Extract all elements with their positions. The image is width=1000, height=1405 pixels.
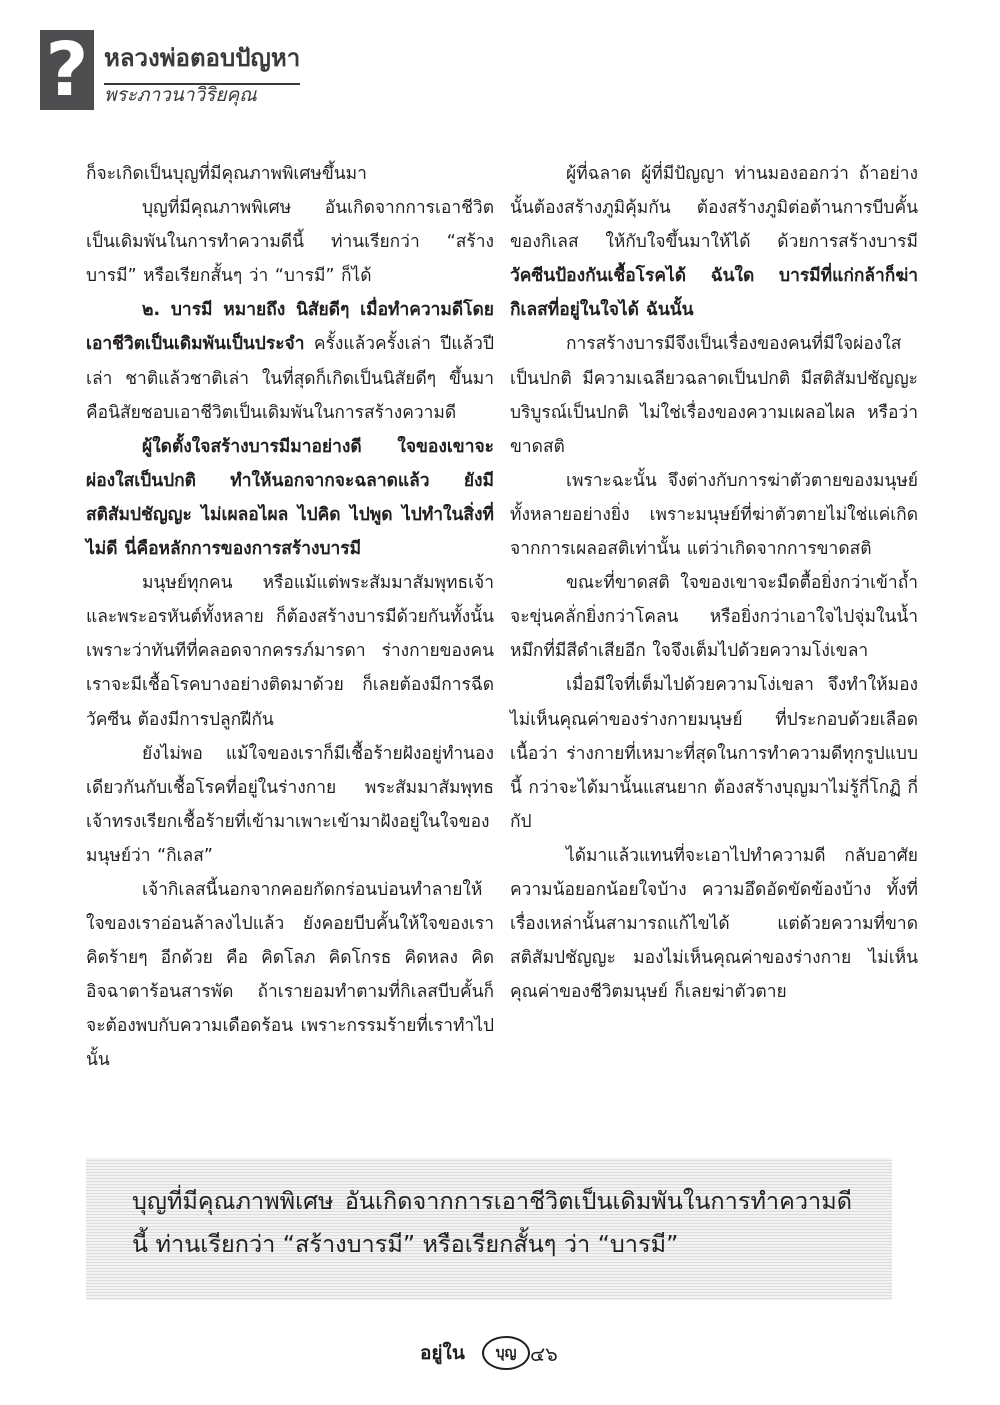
left-column bbox=[86, 157, 494, 1078]
question-mark-icon: ? bbox=[40, 30, 94, 110]
paragraph bbox=[86, 430, 494, 566]
paragraph bbox=[510, 327, 918, 463]
body-text: เจ้ากิเลสนี้นอกจากคอยกัดกร่อนบ่อนทำลายให้ใจของเราอ่อนล้าลงไปแล้ว ยังคอยบีบคั้นให้ใจของเราคิดร้ายๆ อีกด้วย คือ คิดโลภ คิดโกรธ คิดหลง คิดอิจฉาตาร้อนสารพัด ถ้าเรายอมทำตามที่กิเลสบีบคั้นก็จะต้องพบกับความเดือดร้อน เพราะกรรมร้ายที่เราทำไปนั้น bbox=[86, 879, 494, 1071]
paragraph bbox=[86, 191, 494, 293]
bold-text: ๒. บารมี หมายถึง นิสัยดีๆ เมื่อทำความดีโดยเอาชีวิตเป็นเดิมพันเป็นประจำ bbox=[86, 300, 494, 355]
paragraph bbox=[510, 157, 918, 327]
body-text: เมื่อมีใจที่เต็มไปด้วยความโง่เขลา จึงทำให้มองไม่เห็นคุณค่าของร่างกายมนุษย์ ที่ประกอบด้วยเลือดเนื้อว่า ร่างกายที่เหมาะที่สุดในการทำความดีทุกรูปแบบนี้ กว่าจะได้มานั้นแสนยาก ต้องสร้างบุญมาไม่รู้กี่โกฏิ กี่กัป bbox=[510, 675, 918, 832]
paragraph bbox=[86, 737, 494, 873]
page-number: ๔๖ bbox=[530, 1342, 558, 1366]
paragraph bbox=[86, 293, 494, 429]
paragraph bbox=[510, 668, 918, 838]
magazine-logo-ring: บุญ bbox=[482, 1336, 530, 1370]
section-title: หลวงพ่อตอบปัญหา bbox=[104, 38, 300, 85]
right-column bbox=[510, 157, 918, 1009]
magazine-logo-text: อยู่ใน bbox=[420, 1342, 465, 1364]
paragraph bbox=[510, 839, 918, 1009]
body-text: ผู้ที่ฉลาด ผู้ที่มีปัญญา ท่านมองออกว่า ถ้าอย่างนั้นต้องสร้างภูมิคุ้มกัน ต้องสร้างภูมิต่อต้านการบีบคั้นของกิเลส ให้กับใจขึ้นมาให้ได้ ด้วยการสร้างบารมี bbox=[510, 164, 918, 253]
page-header bbox=[40, 27, 340, 113]
body-text: ยังไม่พอ แม้ใจของเราก็มีเชื้อร้ายฝังอยู่ทำนองเดียวกันกับเชื้อโรคที่อยู่ในร่างกาย พระสัมมาสัมพุทธเจ้าทรงเรียกเชื้อร้ายที่เข้ามาเพาะเข้ามาฝังอยู่ในใจของมนุษย์ว่า “กิเลส” bbox=[86, 743, 494, 866]
pull-quote: บุญที่มีคุณภาพพิเศษ อันเกิดจากการเอาชีวิตเป็นเดิมพันในการทำความดีนี้ ท่านเรียกว่า “สร้างบารมี” หรือเรียกสั้นๆ ว่า “บารมี” bbox=[132, 1187, 852, 1258]
pull-quote-box bbox=[86, 1158, 892, 1300]
body-text: การสร้างบารมีจึงเป็นเรื่องของคนที่มีใจผ่องใสเป็นปกติ มีความเฉลียวฉลาดเป็นปกติ มีสติสัมปชัญญะบริบูรณ์เป็นปกติ ไม่ใช่เรื่องของความเผลอไผล หรือว่าขาดสติ bbox=[510, 334, 918, 457]
body-text: ขณะที่ขาดสติ ใจของเขาจะมืดตื้อยิ่งกว่าเข้าถ้ำ จะขุ่นคลั่กยิ่งกว่าโคลน หรือยิ่งกว่าเอาใจไปจุ่มในน้ำหมึกที่มีสีดำเสียอีก ใจจึงเต็มไปด้วยความโง่เขลา bbox=[510, 573, 918, 662]
body-text: เพราะฉะนั้น จึงต่างกับการฆ่าตัวตายของมนุษย์ทั้งหลายอย่างยิ่ง เพราะมนุษย์ที่ฆ่าตัวตายไม่ใช่แค่เกิดจากการเผลอสติเท่านั้น แต่ว่าเกิดจากการขาดสติ bbox=[510, 470, 918, 560]
body-text: ได้มาแล้วแทนที่จะเอาไปทำความดี กลับอาศัยความน้อยอกน้อยใจบ้าง ความอึดอัดขัดข้องบ้าง ทั้งที่เรื่องเหล่านั้นสามารถแก้ไขได้ แต่ด้วยความที่ขาดสติสัมปชัญญะ มองไม่เห็นคุณค่าของร่างกาย ไม่เห็นคุณค่าของชีวิตมนุษย์ ก็เลยฆ่าตัวตาย bbox=[510, 845, 918, 1003]
page-footer bbox=[420, 1334, 580, 1374]
paragraph bbox=[86, 566, 494, 736]
paragraph bbox=[86, 873, 494, 1078]
paragraph bbox=[510, 566, 918, 668]
body-text: มนุษย์ทุกคน หรือแม้แต่พระสัมมาสัมพุทธเจ้าและพระอรหันต์ทั้งหลาย ก็ต้องสร้างบารมีด้วยกันทั้งนั้น เพราะว่าทันทีที่คลอดจากครรภ์มารดา ร่างกายของคนเราจะมีเชื้อโรคบางอย่างติดมาด้วย ก็เลยต้องมีการฉีดวัคซีน ต้องมีการปลูกฝีกัน bbox=[86, 573, 494, 730]
bold-text: วัคซีนป้องกันเชื้อโรคได้ ฉันใด บารมีที่แก่กล้าก็ฆ่ากิเลสที่อยู่ในใจได้ ฉันนั้น bbox=[510, 266, 918, 321]
body-text: ครั้งแล้วครั้งเล่า ปีแล้วปีเล่า ชาติแล้วชาติเล่า ในที่สุดก็เกิดเป็นนิสัยดีๆ ขึ้นมา คือนิสัยชอบเอาชีวิตเป็นเดิมพันในการสร้างความดี bbox=[86, 334, 494, 423]
body-text: ก็จะเกิดเป็นบุญที่มีคุณภาพพิเศษขึ้นมา bbox=[86, 164, 367, 184]
paragraph bbox=[510, 464, 918, 566]
bold-text: ผู้ใดตั้งใจสร้างบารมีมาอย่างดี ใจของเขาจะผ่องใสเป็นปกติ ทำให้นอกจากจะฉลาดแล้ว ยังมีสติสัมปชัญญะ ไม่เผลอไผล ไปคิด ไปพูด ไปทำในสิ่งที่ไม่ดี นี่คือหลักการของการสร้างบารมี bbox=[86, 436, 494, 560]
author-name: พระภาวนาวิริยคุณ bbox=[104, 84, 257, 106]
paragraph bbox=[86, 157, 494, 191]
body-text: บุญที่มีคุณภาพพิเศษ อันเกิดจากการเอาชีวิตเป็นเดิมพันในการทำความดีนี้ ท่านเรียกว่า “สร้างบารมี” หรือเรียกสั้นๆ ว่า “บารมี” ก็ได้ bbox=[86, 198, 494, 287]
